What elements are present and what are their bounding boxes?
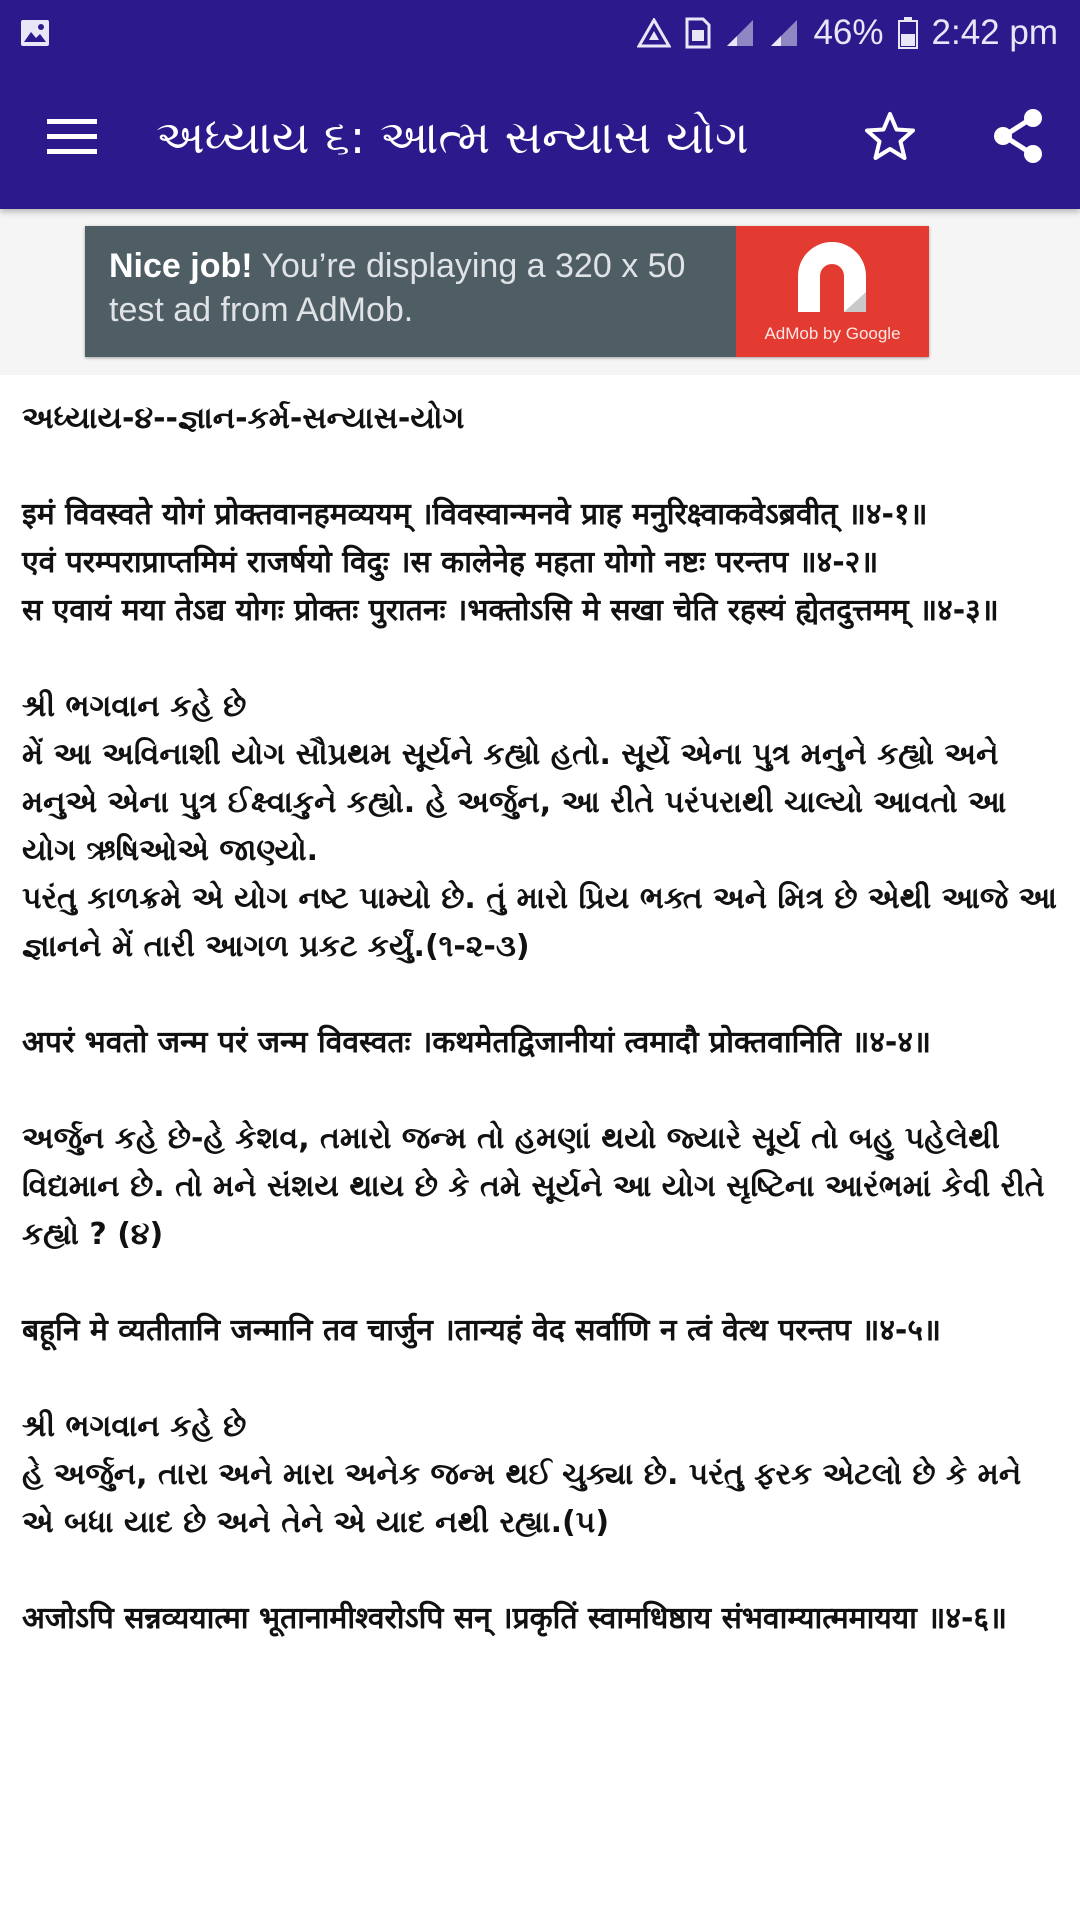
data-saver-icon [637,18,671,48]
verse-block-1-3-sanskrit: इमं विवस्वते योगं प्रोक्तवानहमव्ययम् ।विवस्वान्मनवे प्राह मनुरिक्ष्वाकवेऽब्रवीत् ॥४-१॥ एवं परम्पराप्राप्तमिमं राजर्षयो विदुः ।स कालेनेह महता योगो नष्टः परन्तप ॥४-२॥ स एवायं मया तेऽद्य योगः प्रोक्तः पुरातनः ।भक्तोऽसि मे सखा चेति रहस्यं ह्येतदुत्तमम् ॥४-३॥ [22,497,999,628]
signal-icon-2 [769,18,799,48]
hamburger-menu-icon [47,117,97,159]
share-icon [992,108,1044,168]
ad-text [85,226,736,357]
star-outline-icon [864,111,916,165]
verse-4-translation: અર્જુન કહે છે-હે કેશવ, તમારો જન્મ તો હમણાં થયો જ્યારે સૂર્ય તો બહુ પહેલેથી વિદ્યમાન છે. તો મને સંશય થાય છે કે તમે સૂર્યને આ યોગ સૃષ્ટિના આરંભમાં કેવી રીતે કહ્યો ? (૪) [22,1121,1045,1252]
ad-container [0,209,1080,375]
verse-6-sanskrit: अजोऽपि सन्नव्ययात्मा भूतानामीश्वरोऽपि सन् ।प्रकृतिं स्वामधिष्ठाय संभवाम्यात्ममायया ॥४-६॥ [22,1601,1007,1636]
chapter-heading: અધ્યાય-૪--જ્ઞાન-કર્મ-સન્યાસ-યોગ [22,401,465,436]
ad-banner[interactable] [85,226,929,357]
verse-block-1-3-translation: શ્રી ભગવાન કહે છે મેં આ અવિનાશી યોગ સૌપ્રથમ સૂર્યને કહ્યો હતો. સૂર્યે એના પુત્ર મનુને કહ્યો અને મનુએ એના પુત્ર ઈક્ષ્વાકુને કહ્યો. હે અર્જુન, આ રીતે પરંપરાથી ચાલ્યો આવતો આ યોગ ઋષિઓએ જાણ્યો. પરંતુ કાળક્રમે એ યોગ નષ્ટ પામ્યો છે. તું મારો પ્રિય ભક્ત અને મિત્ર છે એથી આજે આ જ્ઞાનને મેં તારી આગળ પ્રકટ કર્યું.(૧-૨-૩) [22,689,1057,964]
app-bar [0,66,1080,209]
battery-icon [898,17,918,49]
sim-card-icon [685,17,711,49]
signal-icon-1 [725,18,755,48]
verse-4-sanskrit: अपरं भवतो जन्म परं जन्म विवस्वतः ।कथमेतद्विजानीयां त्वमादौ प्रोक्तवानिति ॥४-४॥ [22,1025,931,1060]
menu-button[interactable] [44,110,100,166]
gallery-notification-icon [20,19,50,47]
battery-percent: 46% [813,13,884,52]
ad-headline: Nice job! [109,247,253,285]
share-button[interactable] [988,108,1048,168]
admob-logo-icon [792,240,872,321]
verse-5-sanskrit: बहूनि मे व्यतीतानि जन्मानि तव चार्जुन ।तान्यहं वेद सर्वाणि न त्वं वेत्थ परन्तप ॥४-५॥ [22,1313,941,1348]
favorite-button[interactable] [862,110,918,166]
clock: 2:42 pm [931,13,1058,52]
ad-brand-label: AdMob by Google [764,324,901,343]
chapter-content [22,395,1062,1691]
page-title: અધ્યાય ૬: આત્મ સન્યાસ યોગ [156,110,749,164]
verse-5-translation: શ્રી ભગવાન કહે છે હે અર્જુન, તારા અને મારા અનેક જન્મ થઈ ચુક્યા છે. પરંતુ ફરક એટલો છે કે મને એ બધા યાદ છે અને તેને એ યાદ નથી રહ્યા.(૫) [22,1409,1022,1540]
ad-brand-panel [736,226,929,357]
ad-body: You’re displaying a 320 x 50 test ad from AdMob. [109,247,686,329]
status-bar [0,0,1080,66]
